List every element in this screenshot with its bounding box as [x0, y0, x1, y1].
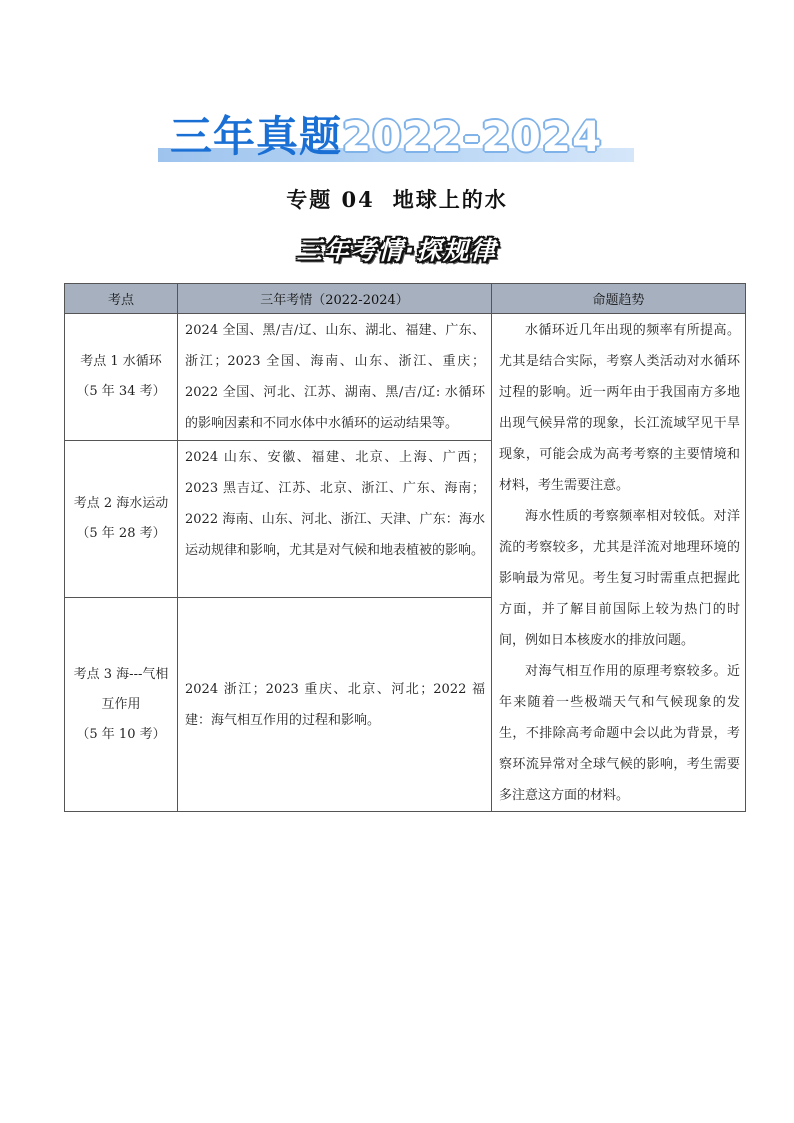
- title-banner: [158, 112, 634, 168]
- banner-heading: [170, 112, 602, 162]
- exam-point-count: （5 年 28 考）: [76, 525, 166, 541]
- banner-years-text: 2022-2024: [342, 112, 603, 161]
- subject-name: 地球上的水: [392, 187, 508, 212]
- section-title: 三年考情·探规律: [296, 236, 498, 265]
- exam-point-name: 考点 3 海---气相互作用: [73, 666, 169, 712]
- exam-point-count: （5 年 34 考）: [76, 383, 166, 399]
- exam-point-cell: [65, 598, 178, 812]
- header-exam-history: 三年考情（2022-2024）: [178, 284, 492, 314]
- exam-point-name: 考点 2 海水运动: [73, 495, 169, 511]
- subject-title: [0, 186, 794, 214]
- header-exam-point: 考点: [65, 284, 178, 314]
- exam-detail-cell: 2024 全国、黑/吉/辽、山东、湖北、福建、广东、浙江；2023 全国、海南、山东、浙江、重庆；2022 全国、河北、江苏、湖南、黑/吉/辽: 水循环的影响因素和不同水体中水循环的运动结果等。: [178, 314, 492, 441]
- exam-point-name: 考点 1 水循环: [80, 353, 162, 369]
- trend-cell: [492, 314, 746, 812]
- trend-paragraph: 对海气相互作用的原理考察较多。近年来随着一些极端天气和气候现象的发生，不排除高考命题中会以此为背景，考察环流异常对全球气候的影响，考生需要多注意这方面的材料。: [499, 664, 740, 803]
- exam-analysis-table: [64, 283, 746, 812]
- exam-point-cell: [65, 440, 178, 598]
- exam-point-cell: [65, 314, 178, 441]
- exam-detail-cell: 2024 山东、安徽、福建、北京、上海、广西；2023 黑吉辽、江苏、北京、浙江、广东、海南；2022 海南、山东、河北、浙江、天津、广东：海水运动规律和影响，尤其是对气候和地表植被的影响。: [178, 440, 492, 598]
- exam-detail-cell: 2024 浙江；2023 重庆、北京、河北；2022 福建：海气相互作用的过程和影响。: [178, 598, 492, 812]
- subject-prefix: 专题 04: [286, 187, 375, 212]
- trend-paragraph: 海水性质的考察频率相对较低。对洋流的考察较多，尤其是洋流对地理环境的影响最为常见。考生复习时需重点把握此方面，并了解目前国际上较为热门的时间，例如日本核废水的排放问题。: [499, 509, 740, 648]
- exam-point-count: （5 年 10 考）: [76, 726, 166, 742]
- header-trend: 命题趋势: [492, 284, 746, 314]
- trend-paragraph: 水循环近几年出现的频率有所提高。尤其是结合实际，考察人类活动对水循环过程的影响。近一两年由于我国南方多地出现气候异常的现象，长江流域罕见干旱现象，可能会成为高考考察的主要情境和材料，考生需要注意。: [499, 323, 740, 493]
- table-row: [65, 314, 746, 441]
- table-header-row: [65, 284, 746, 314]
- banner-main-text: 三年真题: [170, 112, 343, 161]
